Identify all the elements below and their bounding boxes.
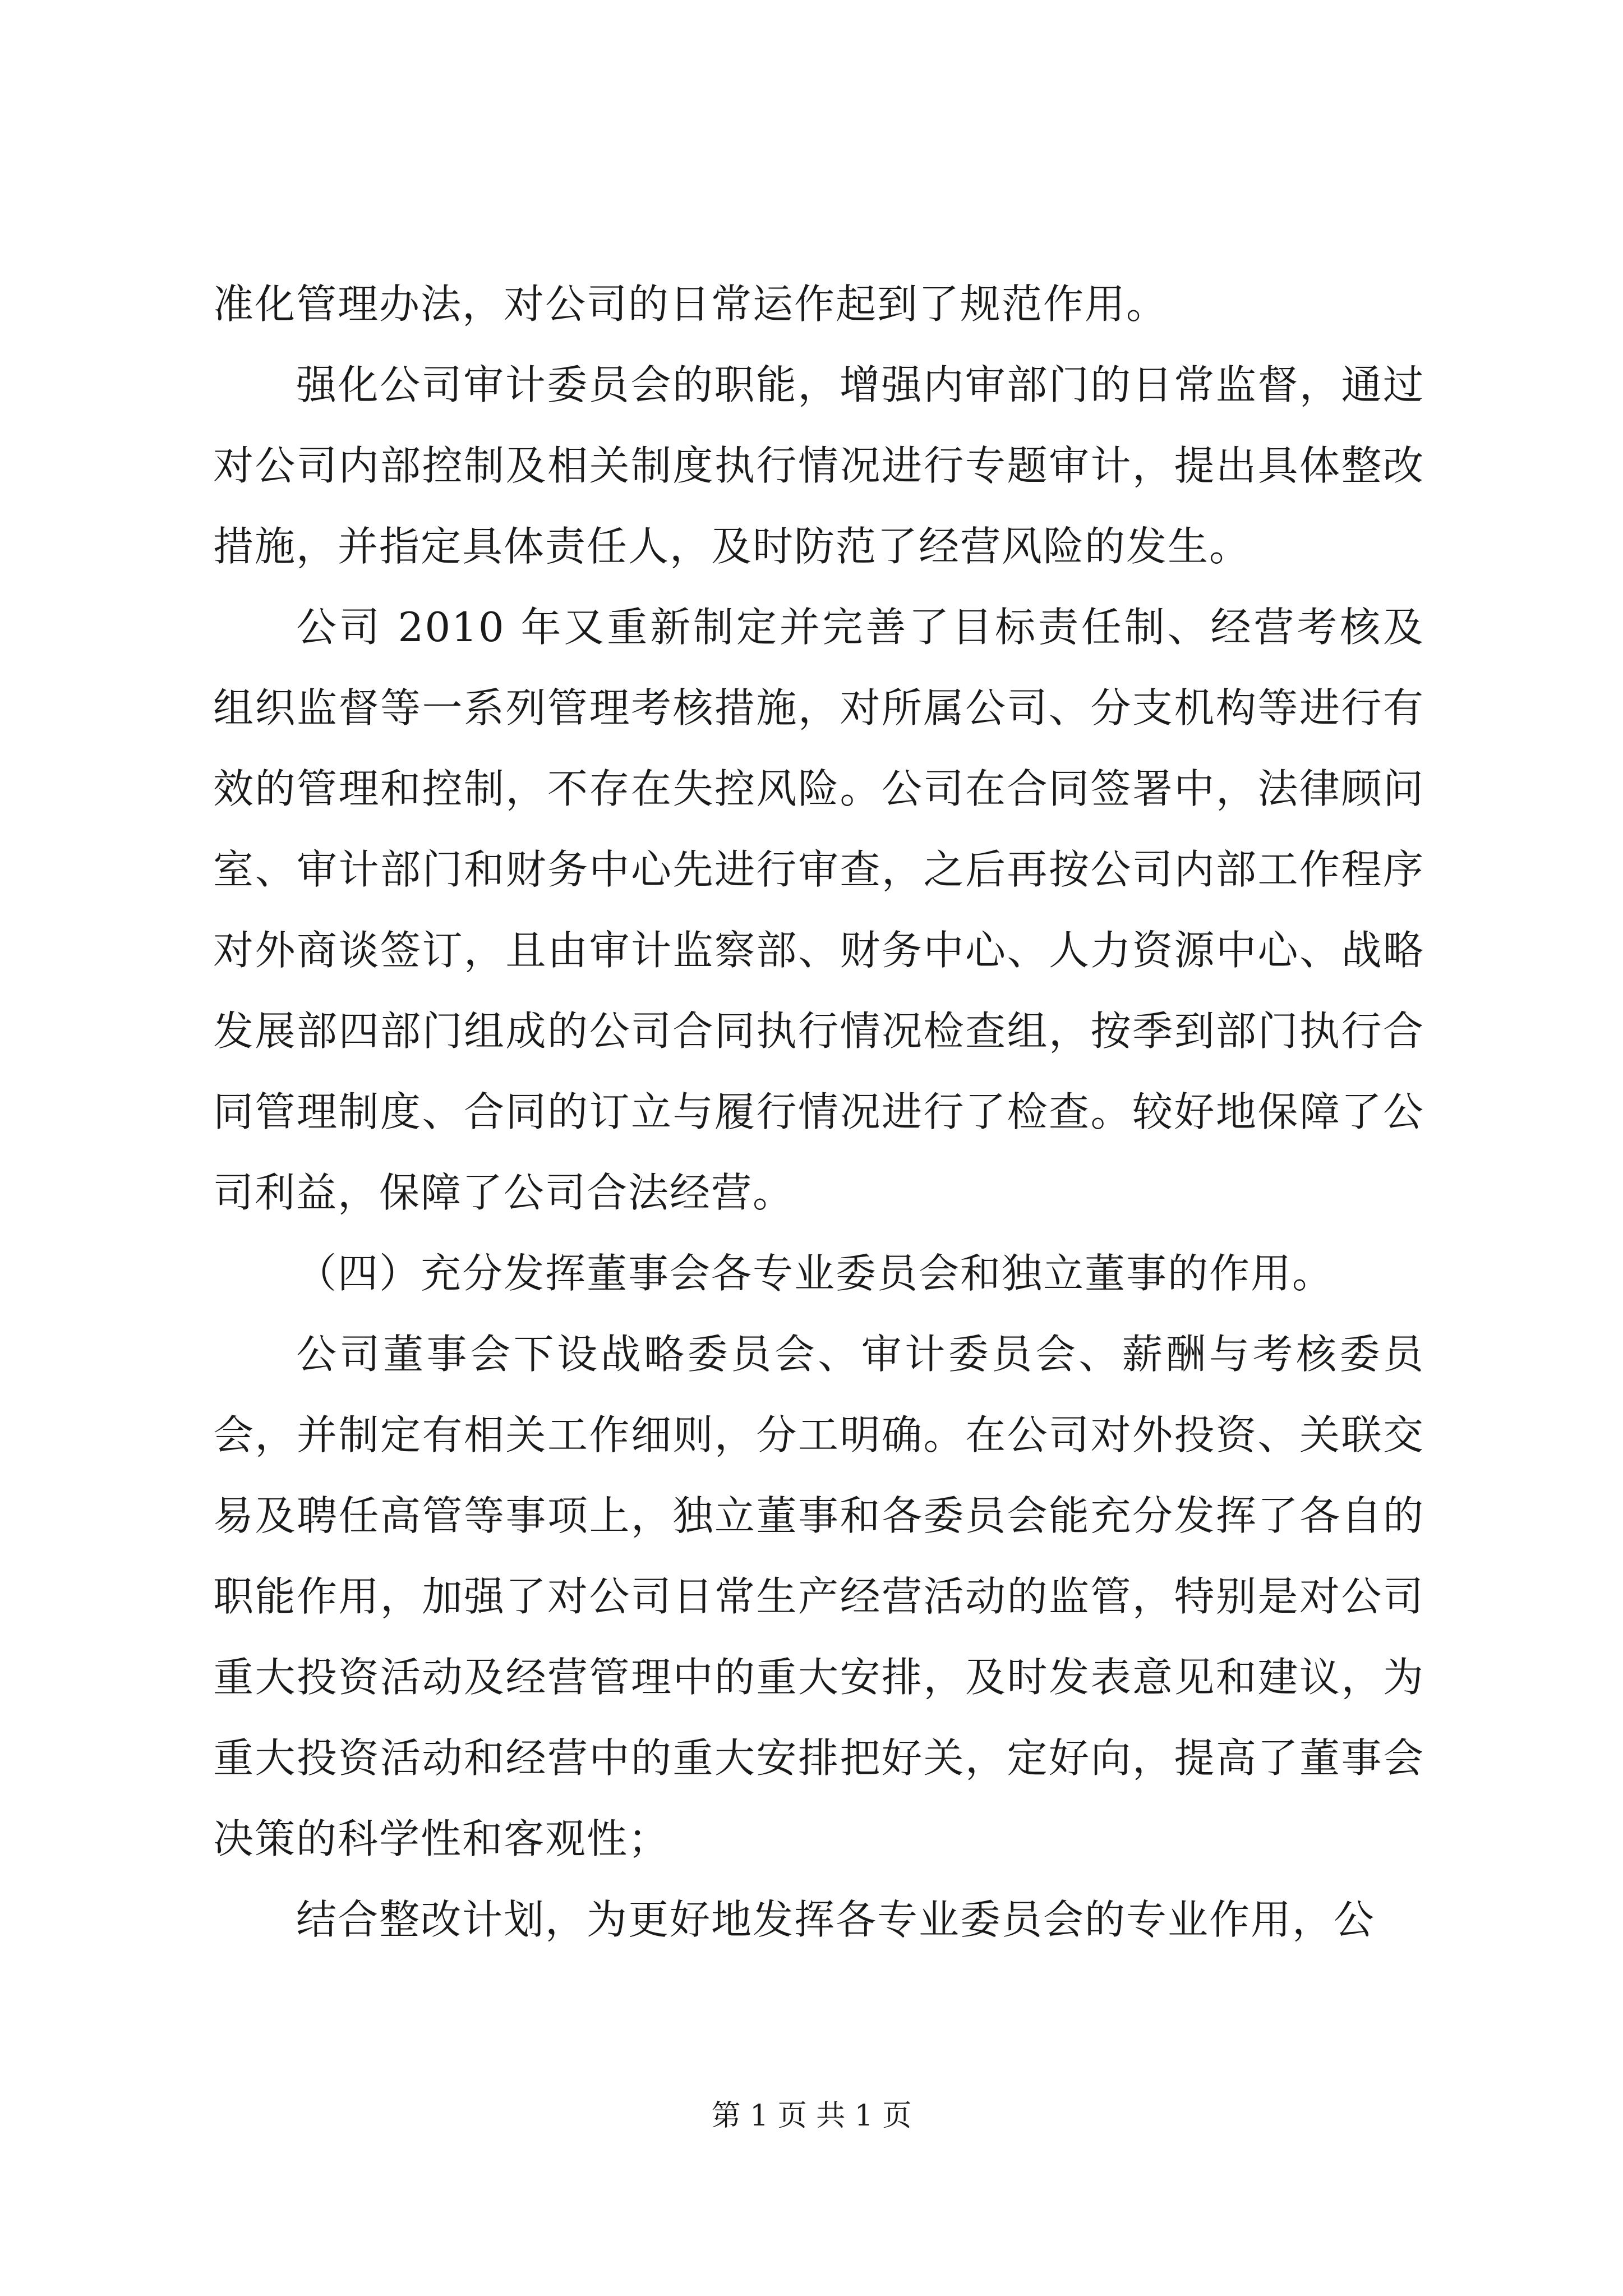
section-heading-4: （四）充分发挥董事会各专业委员会和独立董事的作用。 bbox=[296, 1250, 1334, 1297]
paragraph-5: 公司董事会下设战略委员会、审计委员会、薪酬与考核委员会，并制定有相关工作细则，分工明确。在公司对外投资、关联交易及聘任高管等事项上，独立董事和各委员会能充分发挥了各自的职能作用，加强了对公司日常生产经营活动的监管，特别是对公司重大投资活动及经营管理中的重大安排，及时发表意见和建议，为重大投资活动和经营中的重大安排把好关，定好向，提高了董事会决策的科学性和客观性； bbox=[213, 1331, 1424, 1862]
paragraph-2: 强化公司审计委员会的职能，增强内审部门的日常监督，通过对公司内部控制及相关制度执行情况进行专题审计，提出具体整改措施，并指定具体责任人，及时防范了经营风险的发生。 bbox=[213, 361, 1424, 570]
page-number-footer: 第 1 页 共 1 页 bbox=[711, 2099, 912, 2133]
paragraph-6: 结合整改计划，为更好地发挥各专业委员会的专业作用，公 bbox=[296, 1896, 1376, 1943]
document-body bbox=[213, 264, 1424, 1960]
paragraph-3: 公司 2010 年又重新制定并完善了目标责任制、经营考核及组织监督等一系列管理考核措施，对所属公司、分支机构等进行有效的管理和控制，不存在失控风险。公司在合同签署中，法律顾问室、审计部门和财务中心先进行审查，之后再按公司内部工作程序对外商谈签订，且由审计监察部、财务中心、人力资源中心、战略发展部四部门组成的公司合同执行情况检查组，按季到部门执行合同管理制度、合同的订立与履行情况进行了检查。较好地保障了公司利益，保障了公司合法经营。 bbox=[213, 604, 1424, 1216]
paragraph-1: 准化管理办法，对公司的日常运作起到了规范作用。 bbox=[213, 280, 1168, 328]
